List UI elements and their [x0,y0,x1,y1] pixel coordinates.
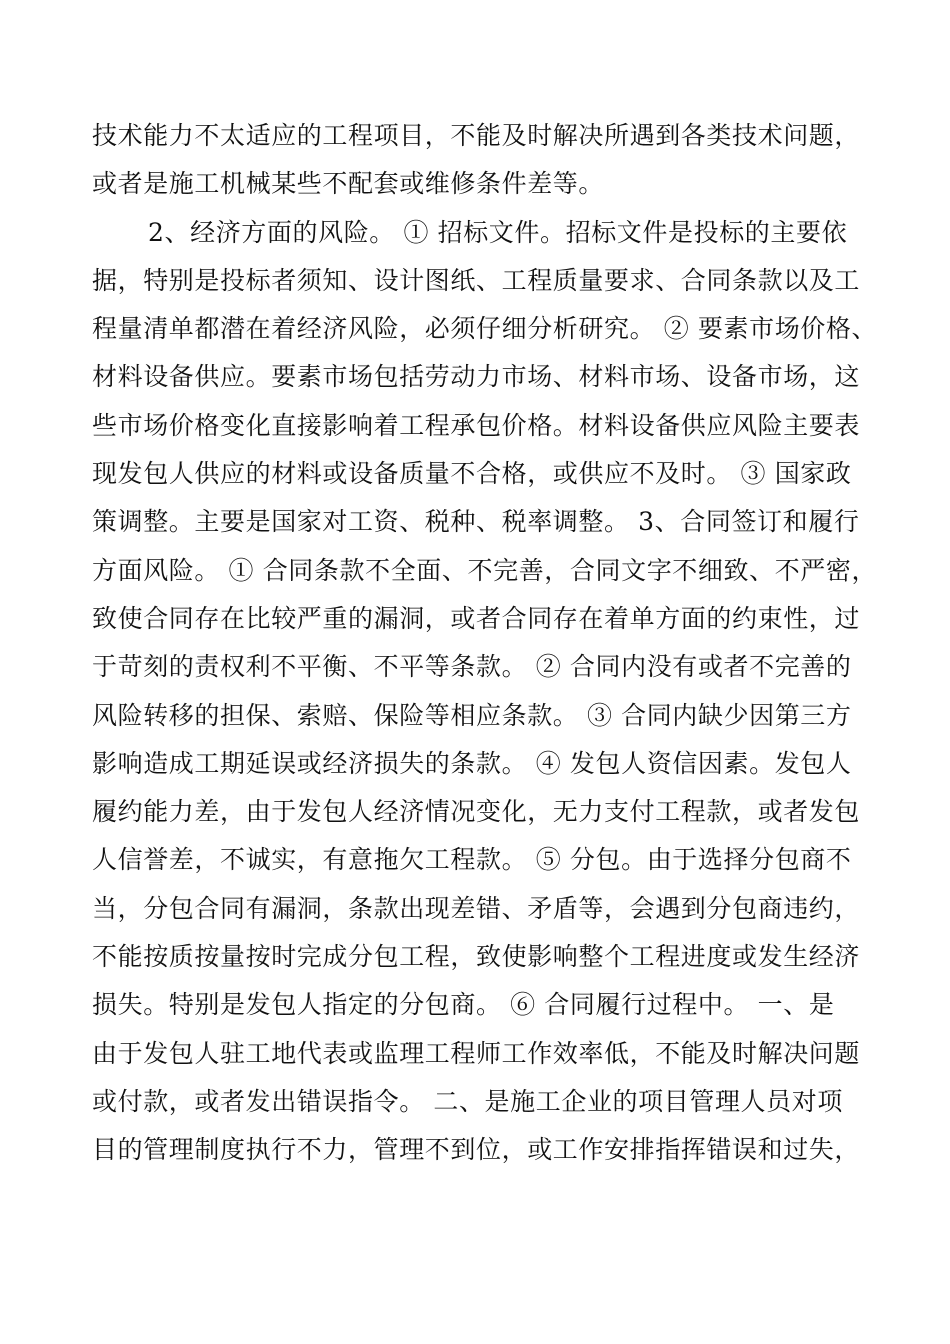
text-line: 现发包人供应的材料或设备质量不合格，或供应不及时。 ③ 国家政 [92,459,852,489]
text-line: 策调整。主要是国家对工资、税种、税率调整。 3、合同签订和履行 [92,507,860,537]
text-line: 或付款，或者发出错误指令。 二、是施工企业的项目管理人员对项 [92,1086,843,1116]
text-line: 由于发包人驻工地代表或监理工程师工作效率低，不能及时解决问题 [92,1038,861,1068]
text-line: 履约能力差，由于发包人经济情况变化，无力支付工程款，或者发包 [92,797,861,827]
paragraph-start-line: 2、经济方面的风险。 ① 招标文件。招标文件是投标的主要依 [148,217,848,247]
text-line: 人信誉差，不诚实，有意拖欠工程款。 ⑤ 分包。由于选择分包商不 [92,845,852,875]
text-line: 或者是施工机械某些不配套或维修条件差等。 [92,169,605,199]
text-line: 于苛刻的责权利不平衡、不平等条款。 ② 合同内没有或者不完善的 [92,652,852,682]
body-text [92,112,882,1175]
text-line: 些市场价格变化直接影响着工程承包价格。材料设备供应风险主要表 [92,410,861,440]
text-line: 影响造成工期延误或经济损失的条款。 ④ 发包人资信因素。发包人 [92,748,852,778]
text-line: 技术能力不太适应的工程项目，不能及时解决所遇到各类技术问题， [92,121,861,150]
text-line: 当，分包合同有漏洞，条款出现差错、矛盾等，会遇到分包商违约， [92,893,861,923]
text-line: 目的管理制度执行不力，管理不到位，或工作安排指挥错误和过失， [92,1135,861,1165]
text-line: 方面风险。 ① 合同条款不全面、不完善，合同文字不细致、不严密， [92,555,878,585]
text-line: 据，特别是投标者须知、设计图纸、工程质量要求、合同条款以及工 [92,265,861,295]
text-line: 不能按质按量按时完成分包工程，致使影响整个工程进度或发生经济 [92,942,861,972]
text-line: 致使合同存在比较严重的漏洞，或者合同存在着单方面的约束性，过 [92,603,861,633]
text-line: 程量清单都潜在着经济风险，必须仔细分析研究。 ② 要素市场价格、 [92,314,878,344]
text-line: 风险转移的担保、索赔、保险等相应条款。 ③ 合同内缺少因第三方 [92,700,852,730]
text-line: 损失。特别是发包人指定的分包商。 ⑥ 合同履行过程中。 一、是 [92,990,835,1020]
text-line: 材料设备供应。要素市场包括劳动力市场、材料市场、设备市场，这 [92,362,861,392]
